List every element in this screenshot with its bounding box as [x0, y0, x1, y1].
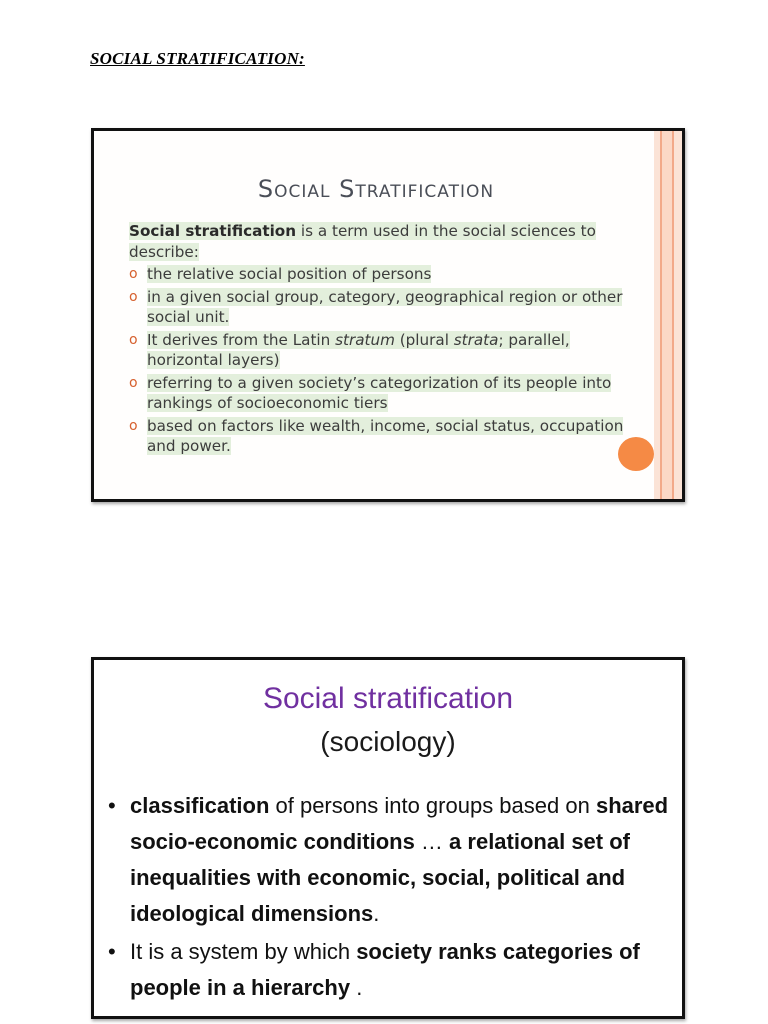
list-item — [129, 264, 629, 285]
bullet-text: ; parallel, horizontal layers) — [147, 330, 570, 369]
circle-bullet-icon: o — [129, 288, 138, 305]
slide1-title: Social Stratification — [257, 175, 495, 203]
slide-social-stratification-sociology — [91, 657, 685, 1019]
circle-bullet-icon: o — [129, 266, 138, 282]
bullet-italic-term: strata — [453, 330, 499, 349]
bullet-text: referring to a given society’s categorization of its people into rankings of socioeconomic tiers — [147, 373, 612, 412]
slide-social-stratification-definition — [91, 128, 685, 502]
bullet-italic-term: stratum — [335, 330, 395, 349]
list-item — [106, 934, 671, 1006]
slide2-subtitle: (sociology) — [320, 726, 456, 757]
decorative-stripes — [654, 131, 682, 499]
slide1-intro — [129, 221, 629, 262]
circle-bullet-icon: o — [129, 331, 138, 348]
bullet-text: . — [350, 975, 363, 1000]
bullet-text: … — [414, 829, 450, 854]
bullet-text: in a given social group, category, geographical region or other social unit. — [147, 287, 623, 326]
bullet-text: the relative social position of persons — [147, 265, 432, 283]
bullet-bold-text: a relational set of inequalities with economic, social, political and ideological dimensions — [130, 829, 630, 926]
bullet-text: based on factors like wealth, income, social status, occupation and power. — [147, 416, 624, 455]
bullet-text: of persons into groups based on — [269, 793, 596, 818]
bullet-bold-text: classification — [130, 793, 270, 818]
bullet-bold-text: society ranks categories of people in a hierarchy — [130, 939, 640, 1000]
list-item — [129, 416, 629, 457]
list-item — [129, 373, 629, 414]
list-item — [129, 287, 629, 328]
bullet-text: (plural — [394, 330, 454, 349]
document-heading: SOCIAL STRATIFICATION: — [90, 49, 305, 68]
bullet-dot-icon: • — [108, 793, 116, 818]
intro-text: is a term used in the social sciences to describe: — [129, 222, 596, 261]
bullet-text: . — [373, 901, 380, 926]
intro-bold-term: Social stratification — [129, 222, 297, 240]
bullet-dot-icon: • — [108, 939, 116, 964]
bullet-text: It derives from the Latin — [147, 330, 336, 349]
slide1-body — [129, 221, 629, 459]
slide2-title: Social stratification — [262, 682, 514, 715]
list-item — [129, 330, 629, 371]
list-item — [106, 788, 671, 932]
bullet-bold-text: shared socio-economic conditions — [130, 793, 669, 854]
bullet-text: It is a system by which — [130, 939, 357, 964]
slide2-bullet-list — [106, 788, 671, 1008]
slide1-bullet-list — [129, 264, 629, 457]
circle-bullet-icon: o — [129, 417, 138, 434]
circle-bullet-icon: o — [129, 374, 138, 391]
